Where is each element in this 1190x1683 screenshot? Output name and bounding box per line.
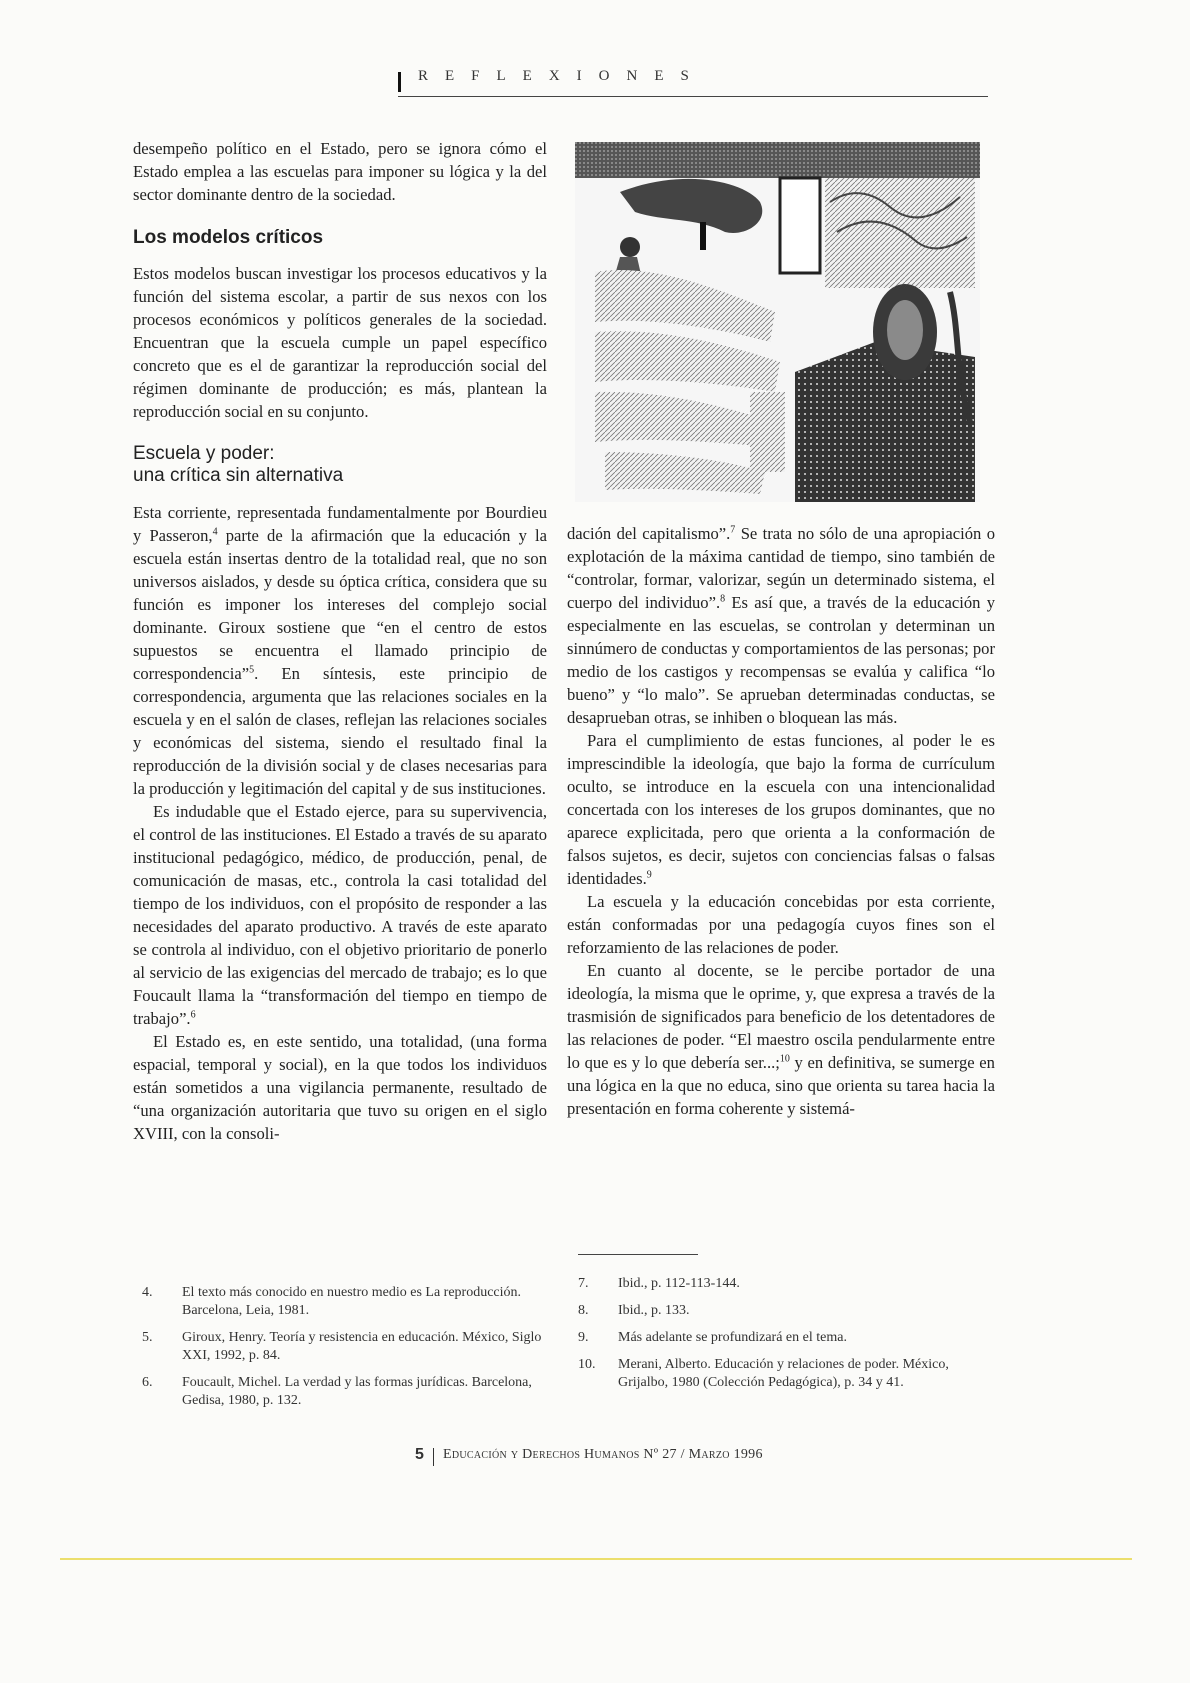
paragraph-state-control (133, 800, 547, 1030)
footnote-8 (578, 1302, 983, 1320)
footnote-text: Giroux, Henry. Teoría y resistencia en educación. México, Siglo XXI, 1992, p. 84. (182, 1330, 542, 1363)
page-edge-mark (60, 1558, 1132, 1560)
footnote-5 (142, 1329, 542, 1365)
paragraph-bourdieu (133, 501, 547, 800)
footnote-number: 10. (578, 1357, 596, 1372)
footnote-ref-5[interactable]: 5 (249, 664, 255, 676)
right-column (567, 522, 995, 1120)
text-run: Esta corriente, representada fundamentalmente por Bourdieu y Passeron, (133, 503, 547, 545)
paragraph-pedagogy: La escuela y la educación concebidas por esta corriente, están conformadas por una pedagogía cuyos fines son el reforzamiento de las relaciones de poder. (567, 892, 995, 957)
running-header (398, 68, 988, 98)
footnote-ref-7[interactable]: 7 (730, 524, 736, 536)
left-column (133, 137, 547, 1145)
heading-critical-models: Los modelos críticos (133, 227, 324, 248)
text-run: y en definitiva, se sumerge en una lógica en la que no educa, sino que orienta su tarea hacia la presentación en forma coherente y sistemá- (567, 1053, 995, 1118)
models-paragraph: Estos modelos buscan investigar los procesos educativos y la función del sistema escolar, a partir de sus nexos con los procesos económicos y políticos generales de la sociedad. Encuentran que la escuela cumple un papel específico concreto que es el de garantizar la reproducción social del régimen dominante de producción; es más, plantean la reproducción social en su conjunto. (133, 264, 547, 421)
footnote-text: Más adelante se profundizará en el tema. (618, 1330, 847, 1345)
footnote-7 (578, 1275, 983, 1293)
publication-info: Educación y Derechos Humanos Nº 27 / Marzo 1996 (443, 1447, 763, 1462)
heading-line-2: una crítica sin alternativa (133, 465, 344, 486)
page-footer (415, 1446, 915, 1470)
text-run: Es así que, a través de la educación y especialmente en las escuelas, se controlan y determinan un sinnúmero de conductas y comportamientos de las personas; por medio de los castigos y recompensas se evalúa y califica “lo bueno” y “lo malo”. Se aprueban determinadas conductas, se desaprueban otras, se inhiben o bloquean las más. (567, 593, 996, 727)
section-title: REFLEXIONES (418, 68, 706, 84)
footnotes-left (142, 1284, 542, 1419)
footnote-text: Foucault, Michel. La verdad y las formas jurídicas. Barcelona, Gedisa, 1980, p. 132. (182, 1375, 532, 1408)
footnote-number: 9. (578, 1330, 589, 1345)
heading-line-1: Escuela y poder: (133, 443, 275, 464)
footnote-number: 4. (142, 1285, 153, 1300)
heading-school-power (133, 443, 547, 487)
footnote-number: 7. (578, 1276, 589, 1291)
paragraph-capitalism (567, 522, 995, 729)
paragraph-state-totality: El Estado es, en este sentido, una totalidad, (una forma espacial, temporal y social), en la que todos los individuos están sometidos a una vigilancia permanente, resultado de “una organización autoritaria que tuvo su origen en el siglo XVIII, con la consoli- (133, 1032, 547, 1143)
text-run: parte de la afirmación que la educación y la escuela están insertas dentro de la totalidad real, que no son universos aislados, y desde su óptica crítica, considera que su función es imponer los intereses del complejo social dominante. Giroux sostiene que “en el centro de estos supuestos se encuentra el llamado principio de correspondencia” (133, 526, 547, 683)
text-run: dación del capitalismo”. (567, 524, 731, 543)
text-run: Se trata no sólo de una apropiación o explotación de la máxima cantidad de tiempo, sino también de “controlar, formar, valorizar, según un determinado sistema, el cuerpo del individuo”. (567, 524, 995, 612)
footnote-text: El texto más conocido en nuestro medio es La reproducción. Barcelona, Leia, 1981. (182, 1285, 522, 1318)
footnote-rule (578, 1254, 698, 1255)
footnote-text: Ibid., p. 133. (618, 1303, 690, 1318)
footnote-text: Ibid., p. 112-113-144. (618, 1276, 740, 1291)
page-number: 5 (415, 1446, 424, 1463)
footnote-9 (578, 1329, 983, 1347)
footnote-ref-8[interactable]: 8 (720, 593, 726, 605)
footnote-6 (142, 1374, 542, 1410)
footnotes-right (578, 1275, 983, 1401)
footnote-number: 8. (578, 1303, 589, 1318)
footnote-number: 5. (142, 1330, 153, 1345)
footer-divider (433, 1448, 434, 1466)
footnote-ref-9[interactable]: 9 (646, 869, 652, 881)
footnote-4 (142, 1284, 542, 1320)
footnote-number: 6. (142, 1375, 153, 1390)
paragraph-ideology (567, 729, 995, 890)
footnote-text: Merani, Alberto. Educación y relaciones de poder. México, Grijalbo, 1980 (Colección Pedagógica), p. 34 y 41. (618, 1357, 949, 1390)
footnote-ref-6[interactable]: 6 (190, 1009, 196, 1021)
footnote-10 (578, 1356, 983, 1392)
paragraph-teacher (567, 959, 995, 1120)
text-run: Es indudable que el Estado ejerce, para su supervivencia, el control de las instituciones. El Estado a través de su aparato institucional pedagógico, médico, de producción, penal, de comunicación de masas, etc., controla la casi totalidad del tiempo de los individuos, con el propósito de responder a las necesidades del aparato productivo. A través de este aparato se controla al individuo, con el objetivo prioritario de ponerlo al servicio de las exigencias del mercado de trabajo; es lo que Foucault llama la “transformación del tiempo en tiempo de trabajo”. (133, 802, 547, 1028)
intro-paragraph: desempeño político en el Estado, pero se ignora cómo el Estado emplea a las escuelas para imponer su lógica y la del sector dominante dentro de la sociedad. (133, 139, 547, 204)
text-run: En cuanto al docente, se le percibe portador de una ideología, la misma que le oprime, y, que expresa a través de la trasmisión de significados para beneficio de los detentadores de las relaciones de poder. “El maestro oscila pendularmente entre lo que es y lo que debería ser...; (567, 961, 995, 1072)
header-rule (398, 96, 988, 97)
footnote-ref-10[interactable]: 10 (779, 1053, 790, 1065)
collage-illustration (575, 142, 980, 502)
text-run: . En síntesis, este principio de correspondencia, argumenta que las relaciones sociales en la escuela y en el salón de clases, reflejan las relaciones sociales y económicas del sistema, siendo el resultado final la reproducción de la división social y de clases necesarias para la producción y legitimación del capital y de sus instituciones. (133, 664, 547, 798)
text-run: Para el cumplimiento de estas funciones, al poder le es imprescindible la ideología, que bajo la forma de currículum oculto, se introduce en la escuela con una intencionalidad concertada con los intereses de los grupos dominantes, que no aparece explicitada, pero que orienta a la conformación de falsos sujetos, es decir, sujetos con conciencias falsas o falsas identidades. (567, 731, 995, 888)
footnote-ref-4[interactable]: 4 (212, 526, 218, 538)
header-bar (398, 72, 401, 92)
